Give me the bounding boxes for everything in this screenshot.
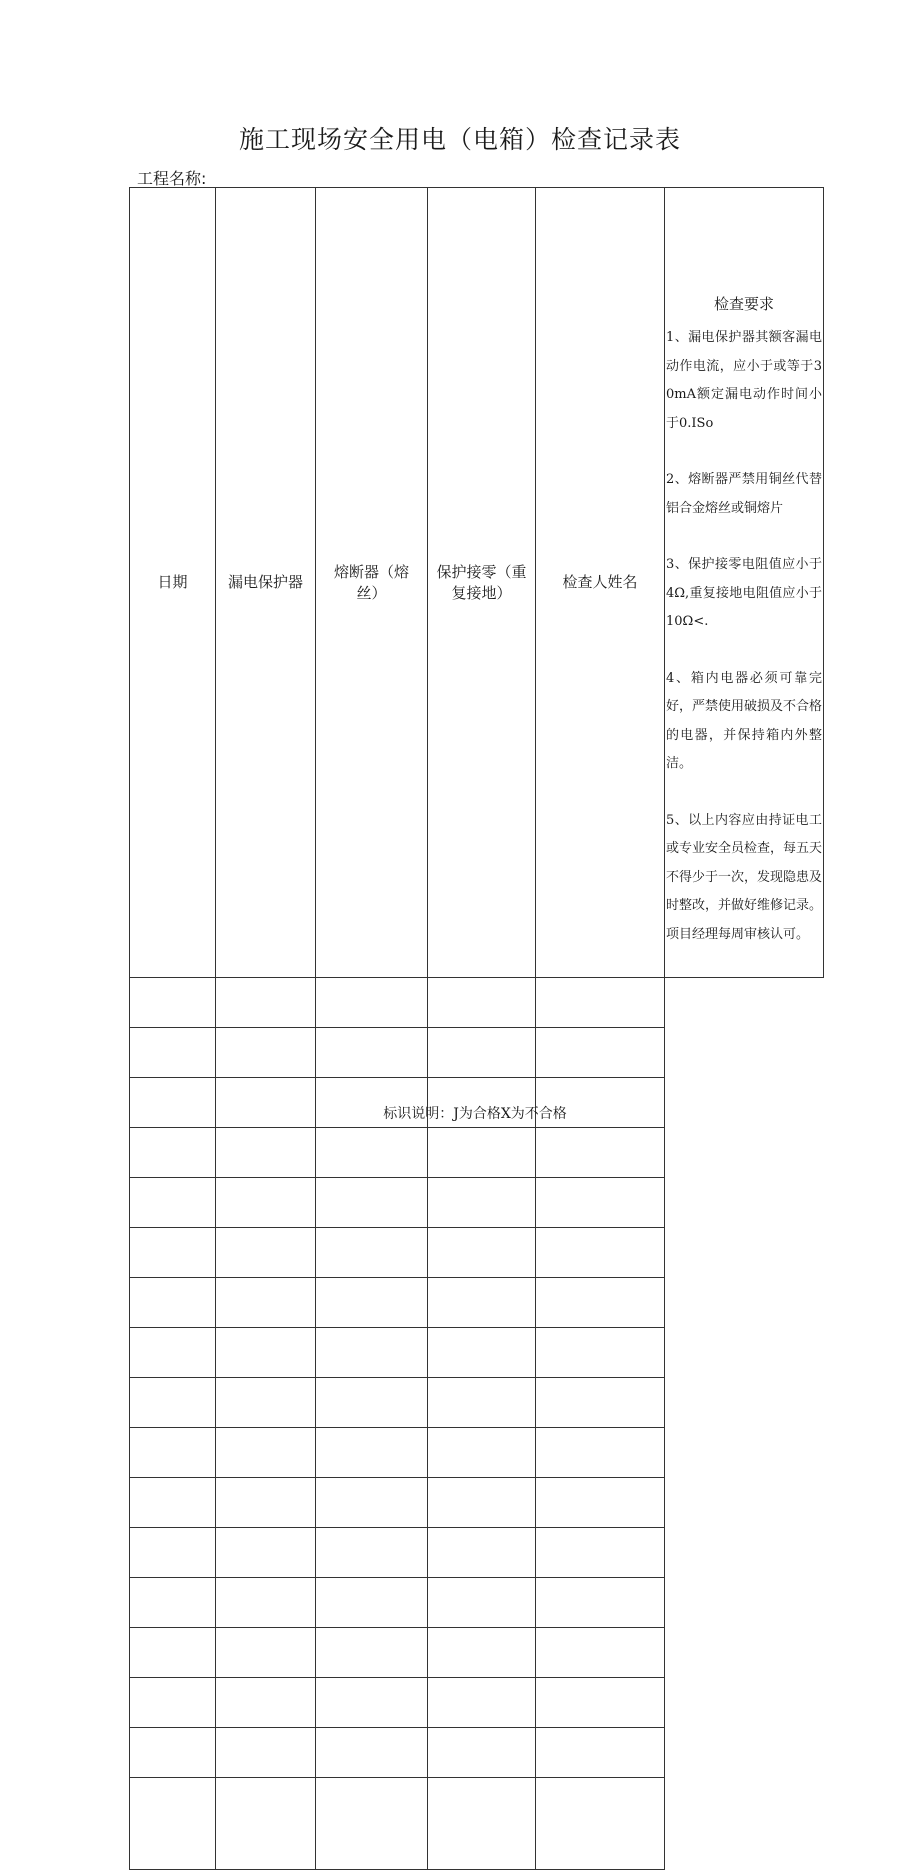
inspector-name-cell[interactable] [536, 1478, 665, 1528]
leakage-protector-cell[interactable] [216, 1478, 316, 1528]
leakage-protector-cell[interactable] [216, 1178, 316, 1228]
inspector-name-cell[interactable] [536, 1628, 665, 1678]
fuse-cell[interactable] [316, 1528, 428, 1578]
grounding-cell[interactable] [428, 1028, 536, 1078]
fuse-cell[interactable] [316, 1578, 428, 1628]
fuse-cell[interactable] [316, 1128, 428, 1178]
column-header-leakage-protector: 漏电保护器 [216, 188, 316, 978]
table-row [130, 1578, 824, 1628]
date-cell[interactable] [130, 978, 216, 1028]
fuse-cell[interactable] [316, 1228, 428, 1278]
requirement-item-1: 1、漏电保护器其额客漏电动作电流，应小于或等于30mA额定漏电动作时间小于0.ISo [666, 330, 822, 431]
grounding-cell[interactable] [428, 1178, 536, 1228]
inspection-table [129, 187, 824, 1870]
inspector-name-cell[interactable] [536, 1728, 665, 1778]
table-row [130, 1178, 824, 1228]
date-cell[interactable] [130, 1178, 216, 1228]
grounding-cell[interactable] [428, 1428, 536, 1478]
column-header-inspector-name: 检查人姓名 [536, 188, 665, 978]
inspector-name-cell[interactable] [536, 1128, 665, 1178]
inspector-name-cell[interactable] [536, 1428, 665, 1478]
table-row [130, 1628, 824, 1678]
leakage-protector-cell[interactable] [216, 1278, 316, 1328]
date-cell[interactable] [130, 1228, 216, 1278]
table-row [130, 1028, 824, 1078]
leakage-protector-cell[interactable] [216, 1428, 316, 1478]
column-header-protective-grounding: 保护接零（重复接地） [428, 188, 536, 978]
inspector-name-cell[interactable] [536, 1528, 665, 1578]
date-cell[interactable] [130, 1578, 216, 1628]
grounding-cell[interactable] [428, 1278, 536, 1328]
project-name-label: 工程名称: [137, 169, 207, 188]
table-row [130, 1378, 824, 1428]
date-cell[interactable] [130, 1528, 216, 1578]
inspector-name-cell[interactable] [536, 1328, 665, 1378]
inspector-name-cell[interactable] [536, 1178, 665, 1228]
grounding-cell[interactable] [428, 1128, 536, 1178]
table-row [130, 1478, 824, 1528]
inspector-name-cell[interactable] [536, 1378, 665, 1428]
table-row [130, 1228, 824, 1278]
grounding-cell[interactable] [428, 1778, 536, 1870]
date-cell[interactable] [130, 1128, 216, 1178]
legend-note: 标识说明：J为合格X为不合格 [383, 1106, 567, 1122]
requirement-item-4: 4、箱内电器必须可靠完好，严禁使用破损及不合格的电器，并保持箱内外整洁。 [666, 670, 823, 771]
leakage-protector-cell[interactable] [216, 1728, 316, 1778]
leakage-protector-cell[interactable] [216, 1028, 316, 1078]
column-header-date: 日期 [130, 188, 216, 978]
leakage-protector-cell[interactable] [216, 1528, 316, 1578]
inspector-name-cell[interactable] [536, 1678, 665, 1728]
fuse-cell[interactable] [316, 1328, 428, 1378]
column-header-fuse: 熔断器（熔丝） [316, 188, 428, 978]
fuse-cell[interactable] [316, 1728, 428, 1778]
table-row [130, 1528, 824, 1578]
fuse-cell[interactable] [316, 1028, 428, 1078]
grounding-cell[interactable] [428, 1228, 536, 1278]
fuse-cell[interactable] [316, 1178, 428, 1228]
grounding-cell[interactable] [428, 1328, 536, 1378]
inspector-name-cell[interactable] [536, 1778, 665, 1870]
grounding-cell[interactable] [428, 1728, 536, 1778]
inspector-name-cell[interactable] [536, 1028, 665, 1078]
header-row [130, 188, 824, 978]
leakage-protector-cell[interactable] [216, 1628, 316, 1678]
date-cell[interactable] [130, 1278, 216, 1328]
table-row [130, 1328, 824, 1378]
date-cell[interactable] [130, 1628, 216, 1678]
table-row [130, 1428, 824, 1478]
fuse-cell[interactable] [316, 1478, 428, 1528]
leakage-protector-cell[interactable] [216, 1778, 316, 1870]
requirement-item-3: 3、保护接零电阻值应小于4Ω,重复接地电阻值应小于10Ω<. [666, 557, 822, 629]
page-title: 施工现场安全用电（电箱）检查记录表 [238, 125, 681, 154]
leakage-protector-cell[interactable] [216, 1378, 316, 1428]
date-cell[interactable] [130, 1428, 216, 1478]
date-cell[interactable] [130, 1778, 216, 1870]
fuse-cell[interactable] [316, 1428, 428, 1478]
date-cell[interactable] [130, 1328, 216, 1378]
table-row [130, 1678, 824, 1728]
table-row [130, 1778, 824, 1870]
date-cell[interactable] [130, 1728, 216, 1778]
grounding-cell[interactable] [428, 1628, 536, 1678]
leakage-protector-cell[interactable] [216, 1578, 316, 1628]
leakage-protector-cell[interactable] [216, 1328, 316, 1378]
grounding-cell[interactable] [428, 1578, 536, 1628]
inspector-name-cell[interactable] [536, 1578, 665, 1628]
leakage-protector-cell[interactable] [216, 1678, 316, 1728]
leakage-protector-cell[interactable] [216, 978, 316, 1028]
date-cell[interactable] [130, 1478, 216, 1528]
date-cell[interactable] [130, 1378, 216, 1428]
fuse-cell[interactable] [316, 978, 428, 1028]
table-row [130, 1728, 824, 1778]
fuse-cell[interactable] [316, 1778, 428, 1870]
fuse-cell[interactable] [316, 1678, 428, 1728]
fuse-cell[interactable] [316, 1378, 428, 1428]
table-row [130, 1128, 824, 1178]
grounding-cell[interactable] [428, 978, 536, 1028]
table-row [130, 1278, 824, 1328]
table-row [130, 978, 824, 1028]
date-cell[interactable] [130, 1678, 216, 1728]
requirements-cell [665, 188, 824, 978]
date-cell[interactable] [130, 1028, 216, 1078]
fuse-cell[interactable] [316, 1628, 428, 1678]
fuse-cell[interactable] [316, 1278, 428, 1328]
grounding-cell[interactable] [428, 1478, 536, 1528]
grounding-cell[interactable] [428, 1528, 536, 1578]
requirements-heading: 检查要求 [713, 295, 774, 313]
leakage-protector-cell[interactable] [216, 1228, 316, 1278]
grounding-cell[interactable] [428, 1678, 536, 1728]
inspector-name-cell[interactable] [536, 978, 665, 1028]
requirement-item-2: 2、熔断器严禁用铜丝代替铝合金熔丝或铜熔片 [666, 472, 822, 516]
leakage-protector-cell[interactable] [216, 1128, 316, 1178]
inspector-name-cell[interactable] [536, 1278, 665, 1328]
grounding-cell[interactable] [428, 1378, 536, 1428]
requirement-item-5: 5、以上内容应由持证电工或专业安全员检查，每五天不得少于一次，发现隐患及时整改，并做好维修记录。项目经理每周审核认可。 [666, 812, 823, 942]
inspector-name-cell[interactable] [536, 1228, 665, 1278]
